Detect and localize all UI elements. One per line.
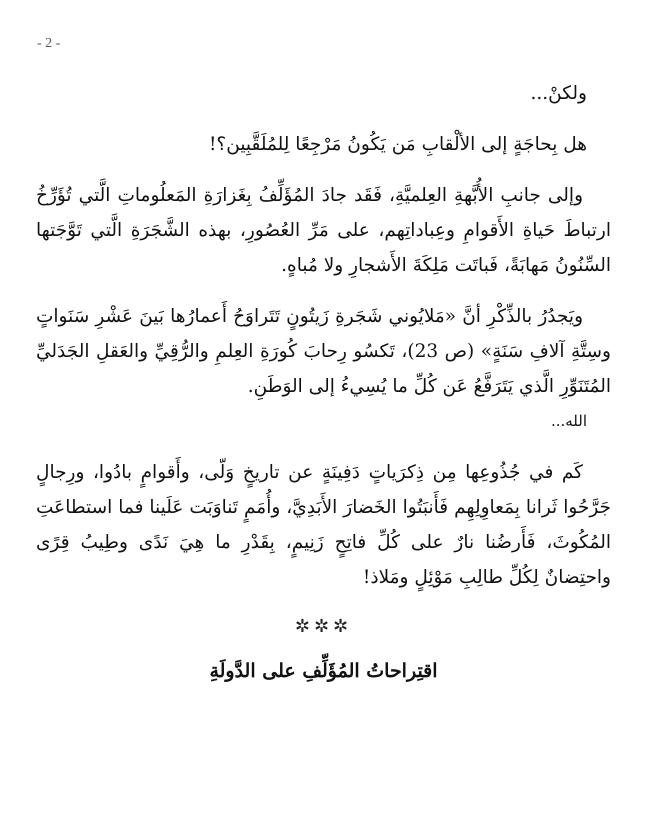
- section-heading: اقتِراحاتُ المُؤَلِّفِ على الدَّولَةِ: [209, 660, 438, 682]
- page-body: [36, 76, 611, 689]
- paragraph-roots-memories: كَم في جُذُوعِها مِن ذِكرَياتٍ دَفِينَةٍ عن تاريخٍ وَلّى، وأَقوامٍ بادُوا، ورِجالٍ جَرَّحُوا ثَرانا بِمَعاوِلِهِم فَأَنبَتُوا الخَضارَ الأَبَدِيَّ، وأُمَمٍ تَناوَبَت عَلَينا فما استطاعَتِ المُكُوثَ، فَأَرضُنا نارٌ على كُلِّ فاتِحٍ زَنِيمٍ، بِقَدْرِ ما هِيَ نَدًى وطِيبُ قِرًى واحتِضانٌ لِكُلِّ طالِبِ مَوْئِلٍ ومَلاذ!: [36, 462, 611, 588]
- page-number: - 2 -: [37, 36, 61, 51]
- paragraph-intro: ولكنْ...: [530, 83, 587, 104]
- paragraph-olive-trees: ويَجدُرُ بالذِّكْرِ أنَّ «مَلايُوني شَجَرةِ زَيتُونٍ تَتَراوَحُ أَعمارُها بَينَ عَشْرِ سَنَواتٍ وسِتَّةِ آلافِ سَنَةٍ» (ص 23)، تَكسُو رِحابَ كُورَةِ العِلمِ والرُّقِيِّ والعَقلِ الجَدَليِّ المُتَنَوِّرِ الَّذي يَتَرَفَّعُ عَن كُلِّ ما يُسِيءُ إلى الوَطَنِ.: [36, 306, 611, 397]
- paragraph-exclamation: الله...: [550, 412, 587, 430]
- section-separator: ✲✲✲: [294, 616, 353, 637]
- paragraph-question: هل بِحاجَةٍ إلى الألْقابِ مَن يَكُونُ مَرْجِعًا لِلمُلَقَّبِين؟!: [208, 134, 587, 155]
- paragraph-author-richness: وإلى جانبِ الأُبَّهةِ العِلميَّةِ، فَقَد جادَ المُؤَلِّفُ بِغَزارَةِ المَعلُوماتِ الَّتي تُؤَرِّخُ ارتباطَ حَياةِ الأَقوامِ وعِباداتِهم، على مَرِّ العُصُورِ، بهذه الشَّجَرَةِ الَّتي تَوَّجَتها السِّنُونُ مَهابَةً، فَباتَت مَلِكَةَ الأَشجارِ ولا مُباهٍ.: [36, 185, 611, 276]
